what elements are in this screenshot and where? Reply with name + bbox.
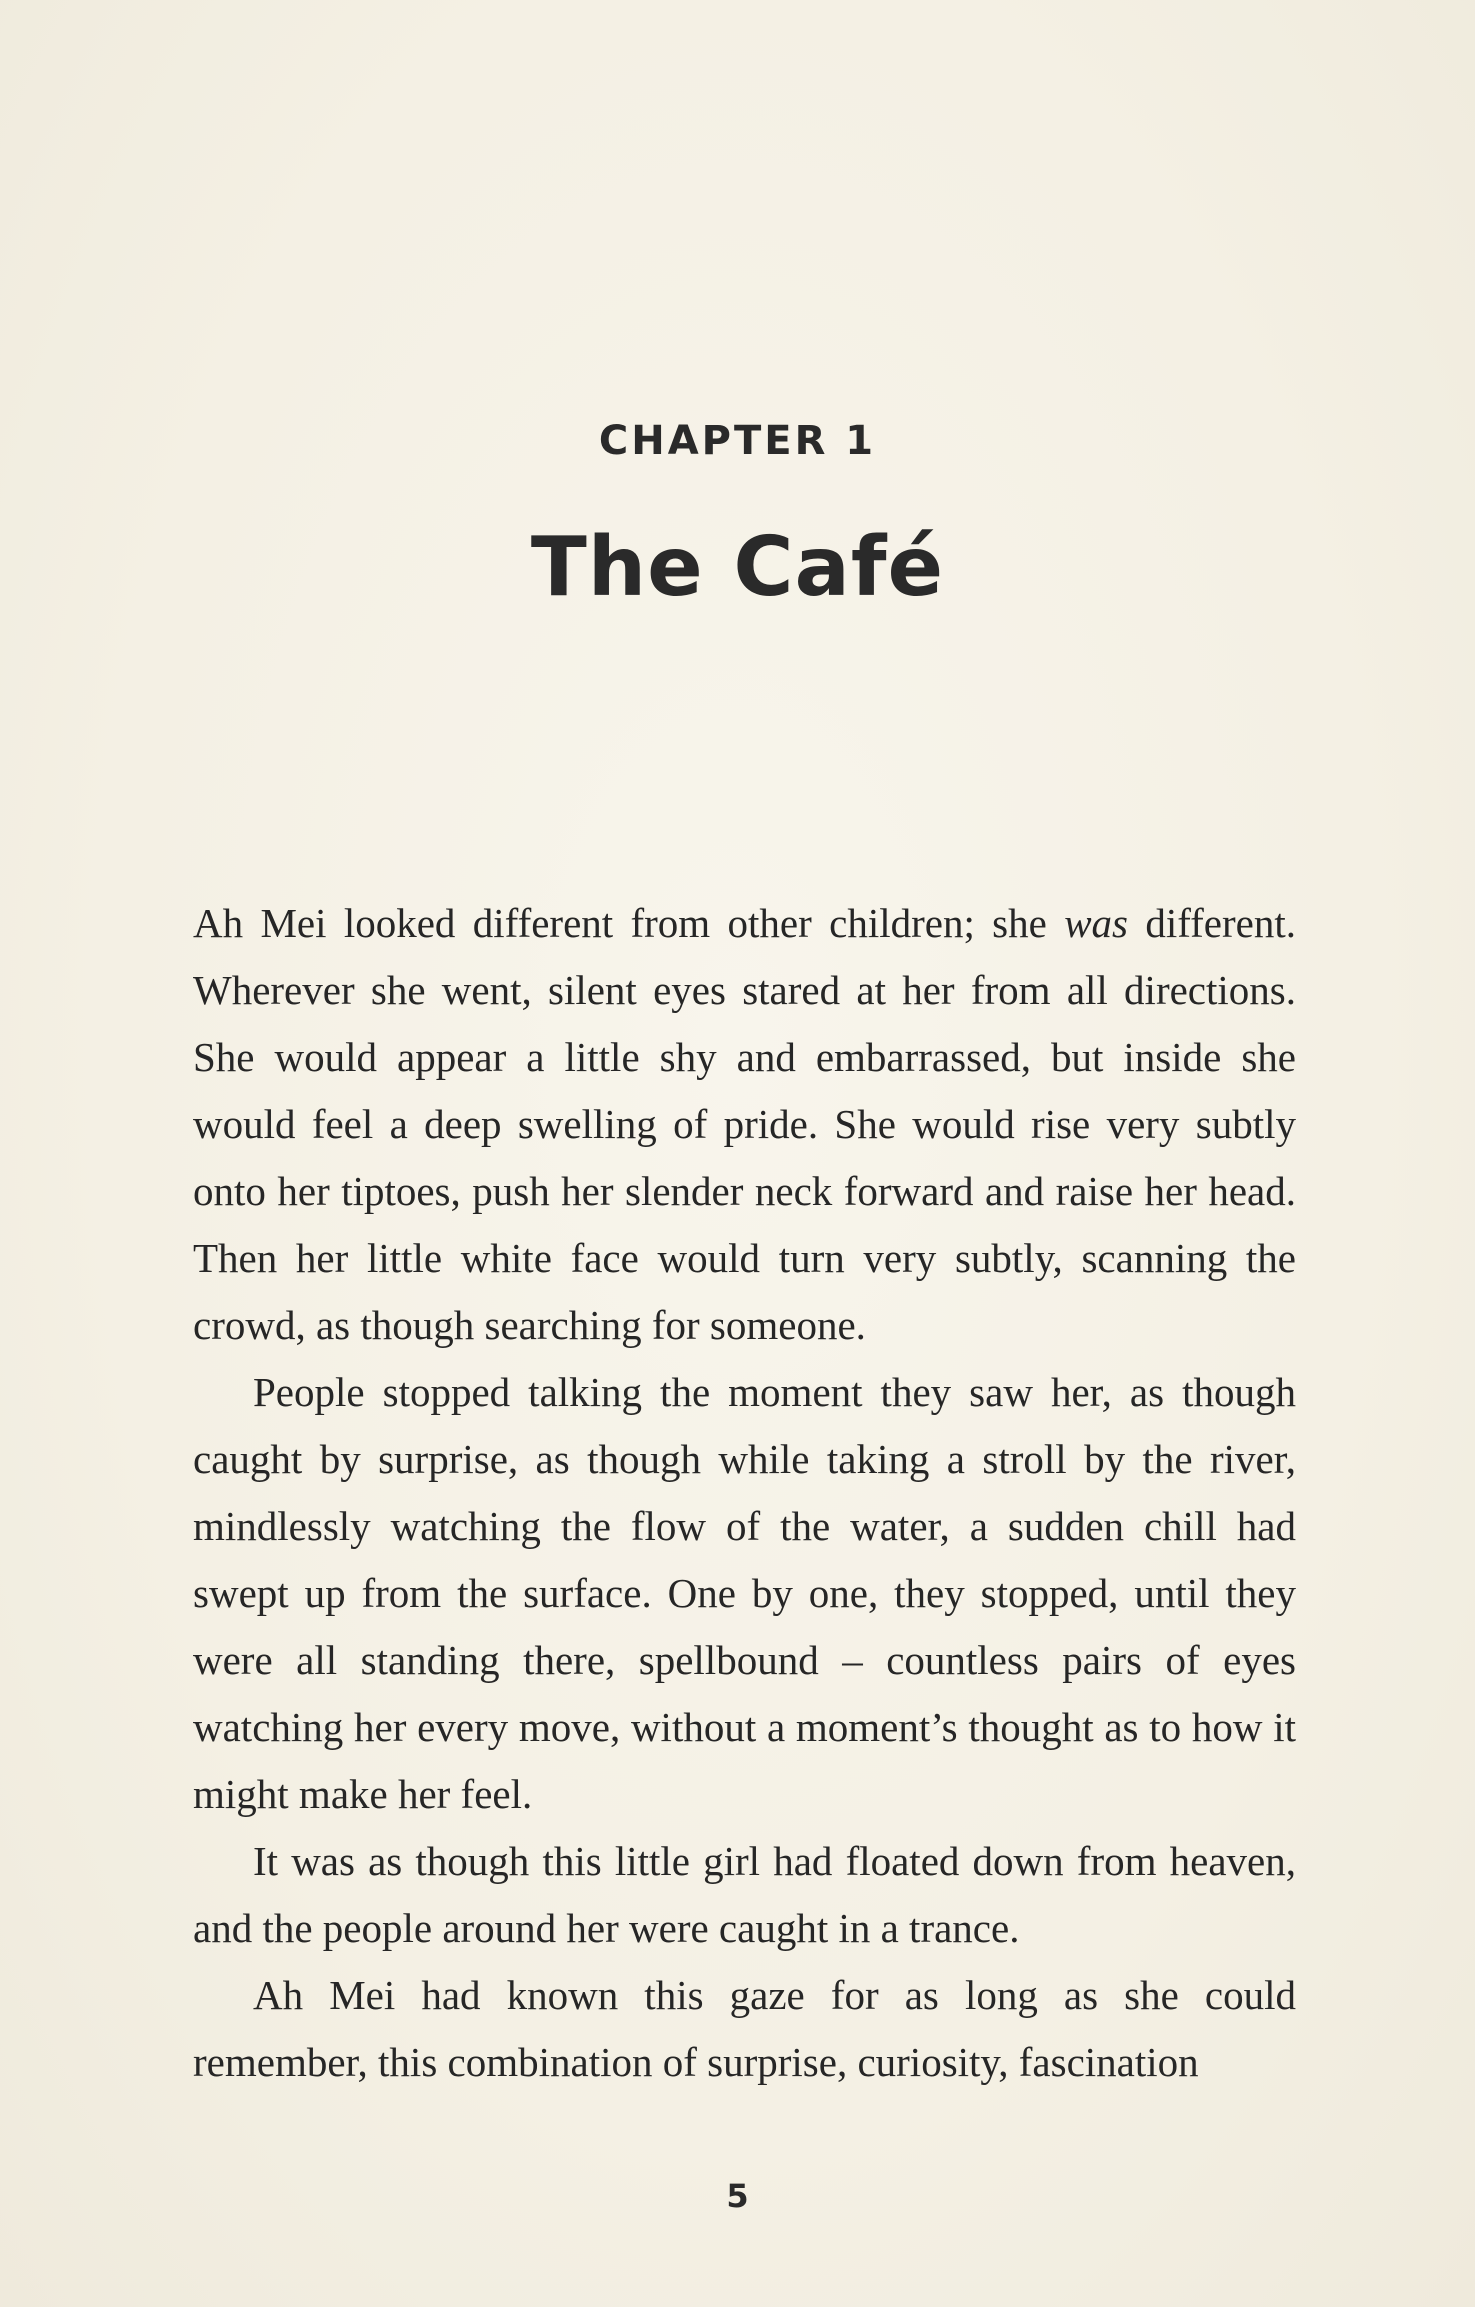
paragraph-1 xyxy=(193,890,1296,1359)
page-number: 5 xyxy=(726,2177,749,2215)
paragraph-1-end: different. Wherever she went, silent eyes stared at her from all directions. She would appear a little shy and embarrassed, but inside she would feel a deep swelling of pride. She would rise very subtly onto her tiptoes, push her slender neck forward and raise her head. Then her little white face would turn very subtly, scanning the crowd, as though searching for someone. xyxy=(193,900,1296,1348)
paragraph-1-start: Ah Mei looked different from other children; she xyxy=(193,900,1065,946)
body-text xyxy=(193,890,1296,2096)
chapter-title: The Café xyxy=(530,520,945,615)
paragraph-3: It was as though this little girl had floated down from heaven, and the people around her were caught in a trance. xyxy=(193,1838,1296,1951)
paragraph-4: Ah Mei had known this gaze for as long as she could remember, this combination of surprise, curiosity, fascination xyxy=(193,1972,1296,2085)
chapter-label: CHAPTER 1 xyxy=(598,418,877,464)
paragraph-1-emphasis: was xyxy=(1064,900,1128,946)
paragraph-2: People stopped talking the moment they saw her, as though caught by surprise, as though while taking a stroll by the river, mindlessly watching the flow of the water, a sudden chill had swept up from the surface. One by one, they stopped, until they were all standing there, spellbound – countless pairs of eyes watching her every move, without a moment’s thought as to how it might make her feel. xyxy=(193,1369,1296,1817)
